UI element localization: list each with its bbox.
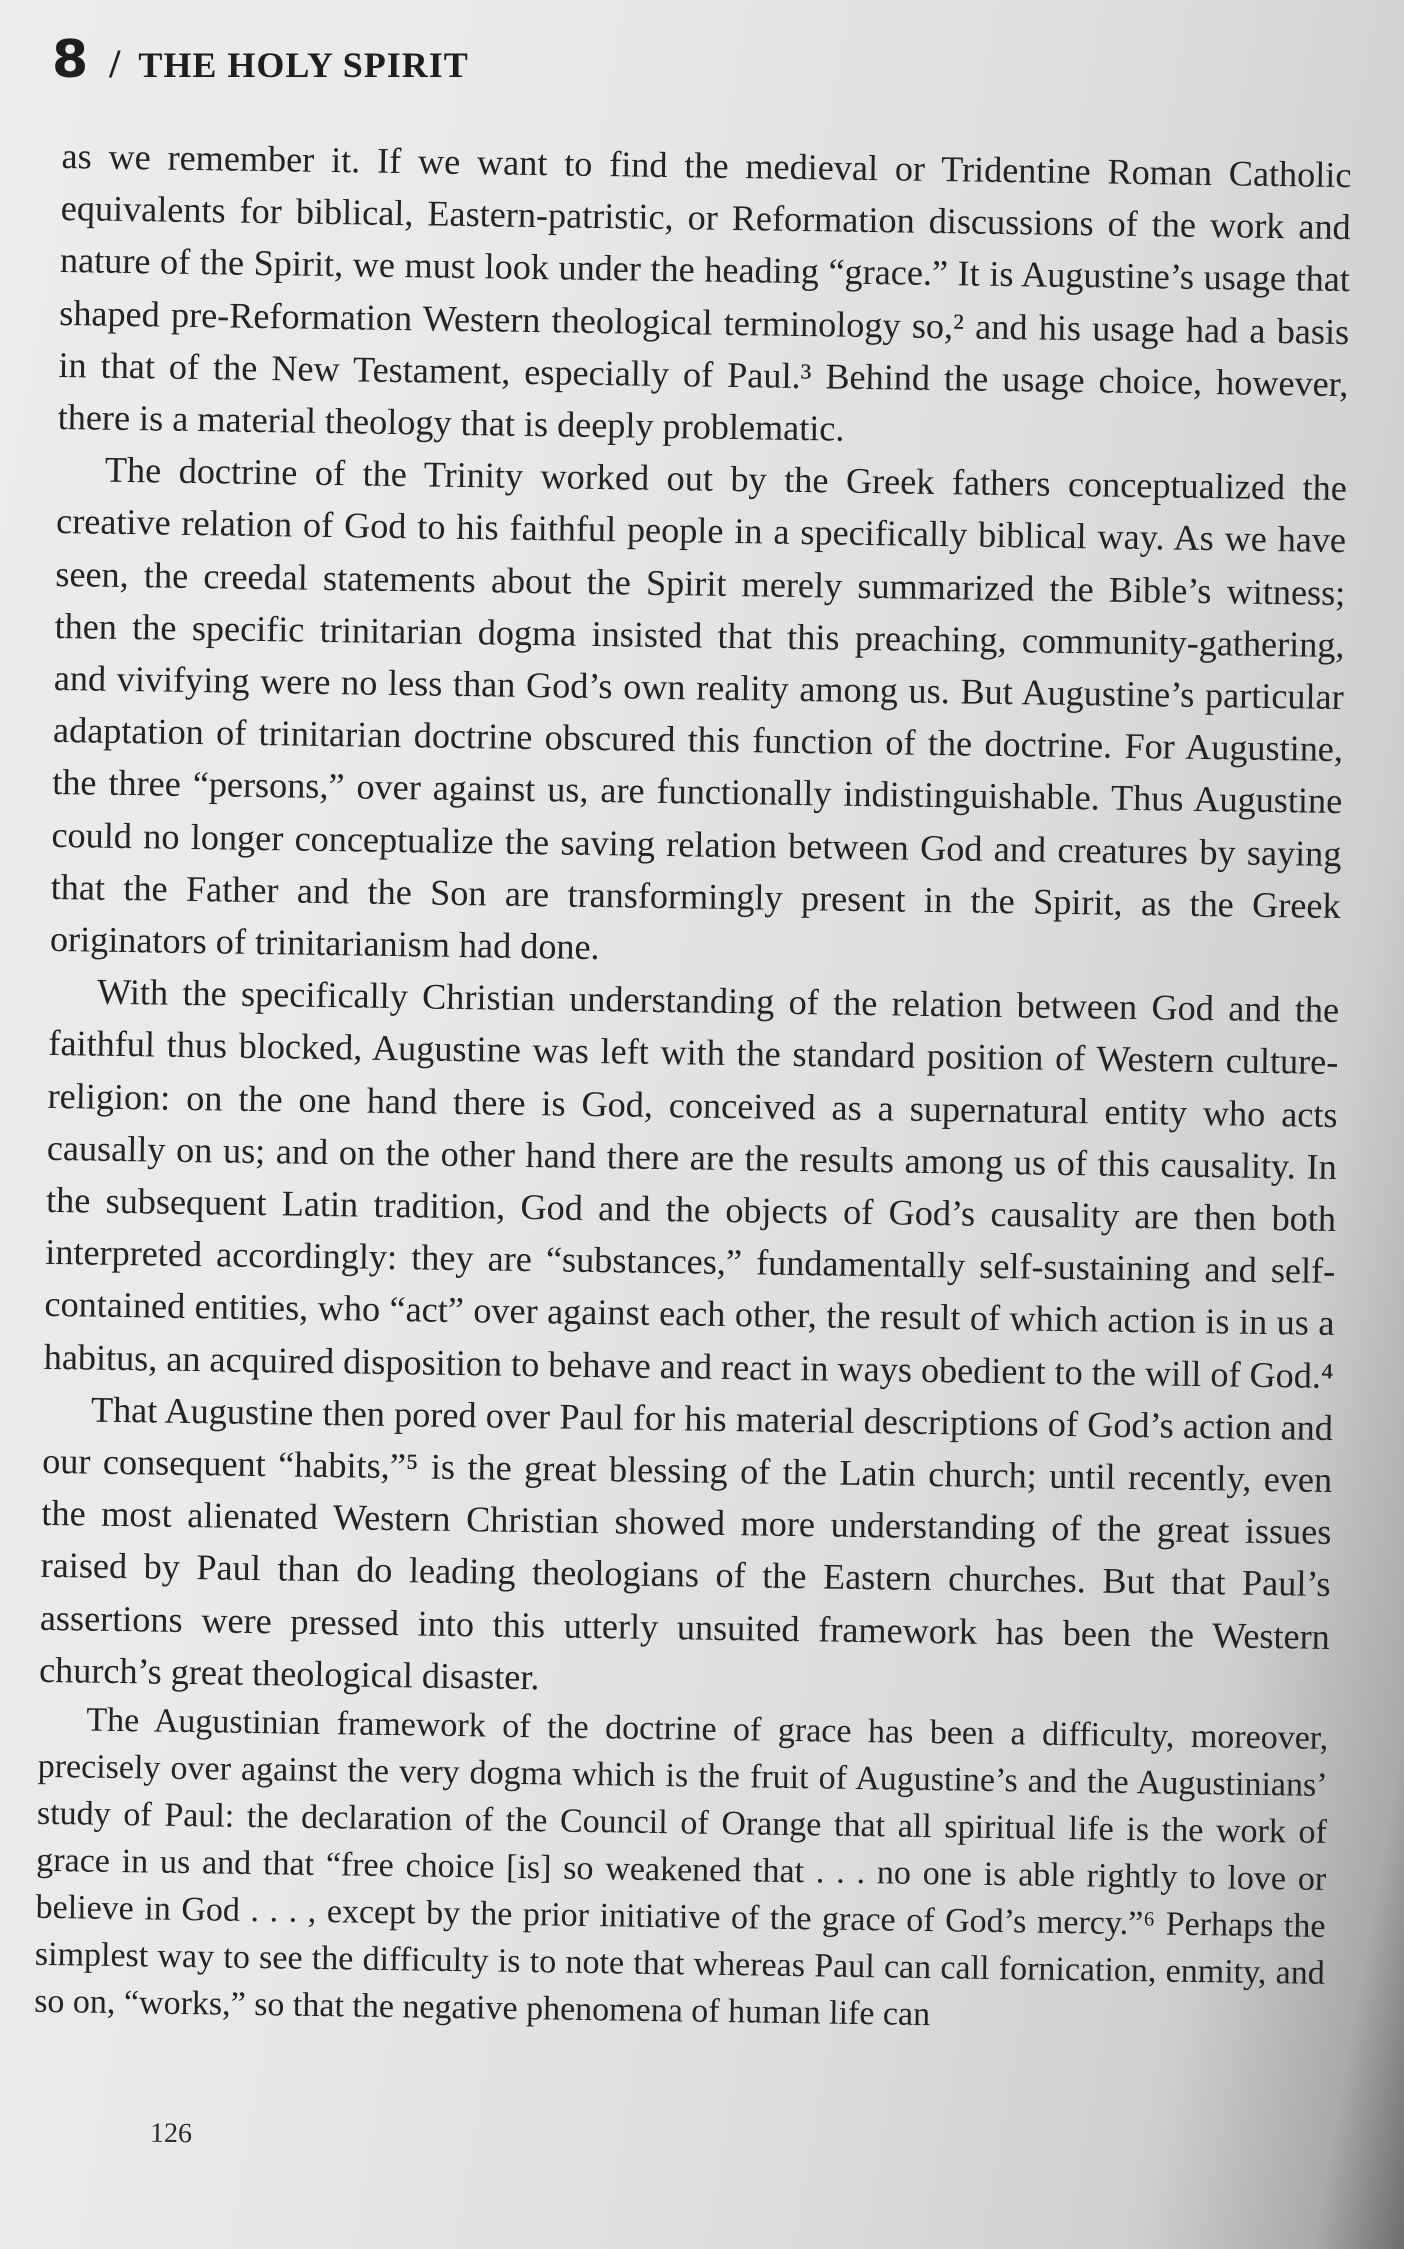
body-text [34, 130, 1352, 2044]
page-number-footer: 126 [149, 2117, 193, 2150]
paragraph-4: That Augustine then pored over Paul for his material descriptions of God’s action and our consequent “habits,”⁵ is the great blessing of the Latin church; until recently, even the most alienated Western Christian showed more understanding of the great issues raised by Paul than do leading theologians of the Eastern churches. But that Paul’s assertions were pressed into this utterly unsuited framework has been the Western church’s great theological disaster. [38, 1389, 1334, 1698]
paragraph-1: as we remember it. If we want to find the medieval or Tridentine Roman Catholic equivalents for biblical, Eastern-patristic, or Reformation discussions of the work and nature of the Spirit, we must look under the heading “grace.” It is Augustine’s usage that shaped pre-Reformation Western theological terminology so,² and his usage had a basis in that of the New Testament, especially of Paul.³ Behind the usage choice, however, there is a material theology that is deeply problematic. [57, 135, 1352, 449]
header-separator: / [109, 41, 121, 86]
paragraph-3: With the specifically Christian understanding of the relation between God and the faithful thus blocked, Augustine was left with the standard position of Western culture-religion: on the one hand there is God, conceived as a supernatural entity who acts causally on us; and on the other hand there are the results among us of this causality. In the subsequent Latin tradition, God and the objects of God’s causality are then both interpreted accordingly: they are “substances,” fundamentally self-sustaining and self-contained entities, who “act” over against each other, the result of which action is in us a habitus, an acquired disposition to behave and react in ways obedient to the will of God.⁴ [43, 971, 1340, 1396]
paragraph-5: The Augustinian framework of the doctrine of grace has been a difficulty, moreover, precisely over against the very dogma which is the fruit of Augustine’s and the Augustinians’ study of Paul: the declaration of the Council of Orange that all spiritual life is the work of grace in us and that “free choice [is] so weakened that . . . no one is able rightly to love or believe in God . . . , except by the prior initiative of the grace of God’s mercy.”⁶ Perhaps the simplest way to see the difficulty is to note that whereas Paul can call fornication, enmity, and so on, “works,” so that the negative phenomena of human life can [33, 1701, 1329, 2034]
header-page-number: 8 [52, 30, 88, 90]
paragraph-2: The doctrine of the Trinity worked out by the Greek fathers conceptualized the creative relation of God to his faithful people in a specifically biblical way. As we have seen, the creedal statements about the Spirit merely summarized the Bible’s witness; then the specific trinitarian dogma insisted that this preaching, community-gathering, and vivifying were no less than God’s own reality among us. But Augustine’s particular adaptation of trinitarian doctrine obscured this function of the doctrine. For Augustine, the three “persons,” over against us, are functionally indistinguishable. Thus Augustine could no longer conceptualize the saving relation between God and creatures by saying that the Father and the Son are transformingly present in the Spirit, as the Greek originators of trinitarianism had done. [49, 449, 1348, 968]
header-title: THE HOLY SPIRIT [138, 45, 469, 85]
running-header [52, 30, 469, 90]
